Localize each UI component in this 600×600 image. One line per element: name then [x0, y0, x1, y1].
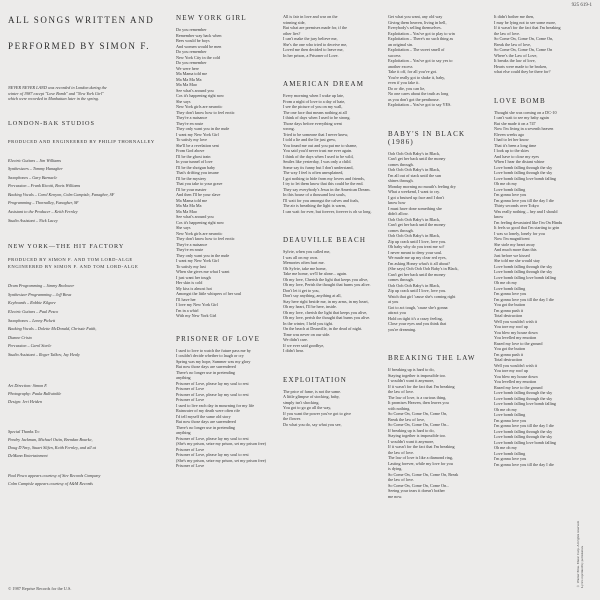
lyrics-breaking-the-law: If breaking up is hard to do, Staying together is impossible too. I wouldn't want it anymore, If it wasn't for the fact that I'm breaking the law of love. The law of love, is a curious thing, It promises Heaven, then leaves you with nothing. So Come On, Come On, Come On, Break the law of love, So Come On, Come On, Come On... If breaking up is hard to do, Staying together is impossible too. I wouldn't want it anymore, If it wasn't for the fact that I'm breaking the law of love. The law of love is like a diamond ring, Lasting forever, while my love for you is dying. So Come On, Come On, Come On, Break the law of love. So Come On, Come On, Come On... Seeing your tears it doesn't bother me now. [388, 367, 459, 499]
song-title-deauville-beach: DEAUVILLE BEACH [283, 236, 367, 244]
newyork-engineer: ENGINEERED BY SIMON F. AND TOM LORD-ALGE [8, 264, 139, 270]
art-credits: Art Direction: Simon F. Photography: Paula Bullwinkle Design: Jeri Heiden [8, 382, 62, 404]
song-title-exploitation: EXPLOITATION [283, 375, 347, 384]
lyrics-babys-in-black: Ooh Ooh Ooh Baby's in Black, Can't get her back until the money comes through. Ooh Ooh Ooh Baby's in Black, I'm all out of stack until the sun shines through. Monday morning no mouth's feeling dry What a weekend, I want to cry. I got a bruised up face and I don't know how I must have done something she didn't allow. Ooh Ooh Ooh Baby's in Black, Can't get her back until the money comes through. Ooh Ooh Ooh Baby's in Black, Zip up crack until I love, love you. Oh baby why do you treat me so? I never meant to deny your soul. We made me up my clear red eyes, I'm asking Honey what's it all about? (She says) Ooh Ooh Ooh Baby's in Black, Can't get her back until the money comes through. Ooh Ooh Ooh Baby's in Black, Zip up crack until I love, love you. Watch that girl 'cause she's coming right at you Got to act tough, 'cause she's gonna attract you Hold on tight it's a crazy feeling, Close your eyes and you think that you're dreaming. [388, 150, 459, 332]
legal-text: ® Warner Bros. Music Corp. All rights reserved. Lyrics reprinted by permission. [576, 520, 584, 588]
lyrics-deauville-beach: Sylvie, when you called me, I was all on my own. Memories often hurt me. Oh Sylvie, take me home, Take me home, we'll be alone... again. Oh my love, Cherish the light that keeps you alive, Oh my love, Perish the thought that burns you alive. Don't let it get to you, Don't say anything, anything at all, Stay here right beside me, in my arms, in my heart, Oh my heart, I'll be here, inside. Oh my love, cherish the light that keeps you alive, Oh my love, perish the thought that burns you alive. In the winter, I held you tight. On the beach at Deauville, in the dead of night. Time was never on our side. We didn't care. If we ever said goodbye, I didn't hear. [283, 249, 371, 353]
lyrics-prisoner-of-love: I used to love to watch the future pass me by I couldn't decide whether to laugh or cry Spring was my hope, Summer was my glory But now those days are surrendered There's no longer use in pretending anything Prisoner of Love, please lay my soul to rest Prisoner of Love Prisoner of Love, please lay my soul to rest Prisoner of Love I used to live each day in mourning for my life Rainwater of my death were often rife I'd tell myself the same old story But now those days are surrendered There's no longer use in pretending anything Prisoner of Love, please lay my soul to rest (She's my prison, seize my prison, set my prison free) Prisoner of Love Prisoner of Love, please lay my soul to rest (She's my prison, seize my prison, set my prison free) Prisoner of Love [176, 347, 266, 468]
album-title-line-1: ALL SONGS WRITTEN AND [8, 15, 155, 25]
lyrics-column-3 [283, 14, 383, 427]
lyrics-new-york-girl: Do you remember Remember way back when Bees would be boys And women would be men Do you remember New York City in the cold Do you remember We were here Ma Mama told me Ma Ma Ma Ma Ma Ma Mao See what's around you Cos it's happening right now She says New York girls are neurotic They don't know how to feel erotic They're a nuisance They're en route They only want you in the nude I want my New York Girl To satisfy my love She'll be a revelation sent From God above I'll be the ghost train In your tunnel of love I'll be the shotgun baby That's drifting you insane I'll be the mystery That you take to your grave I'll be your master And then I'll be your slave Ma Mama told me Ma Ma Ma Ma Ma Ma Mao See what's around you Cos it's happening right now She says New York girls are neurotic They don't know how to feel erotic They're a nuisance They're en route They only want you in the nude I want my New York Girl To satisfy my lust When she gives me what I want I just want her tough Her skin is cold My kiss is almost hot Amongst the little whispers of her soul I'll have her I love my New York Girl I'm in a whirl With my New York Girl [176, 27, 242, 318]
newyork-studio-heading: NEW YORK—THE HIT FACTORY [8, 243, 125, 251]
song-title-breaking-the-law: BREAKING THE LAW [388, 354, 476, 362]
catalog-number: 925 619-1 [571, 3, 592, 8]
legal-notice [576, 520, 596, 588]
lyrics-prisoner-of-love-cont: All is fair in love and war on the winning side, But what are premises made for, if the other lies? I can't make the jury believe me, She's the one who tried to deceive me, Loved me then decided to leave me, In her prison, a Prisoner of Love. [283, 14, 348, 58]
courtesy-notes: Paul Pesco appears courtesy of Sire Records Company Colm Campisle appears courtesy of A&M Records [8, 472, 101, 486]
song-title-american-dream: AMERICAN DREAM [283, 80, 365, 88]
song-title-prisoner-of-love: PRISONER OF LOVE [176, 334, 261, 343]
newyork-producer: PRODUCED BY SIMON F. AND TOM LORD-ALGE [8, 257, 133, 263]
song-title-love-bomb: LOVE BOMB [494, 96, 546, 105]
lyrics-exploitation-cont: Get what you want, any old way Giving them heaven, living in hell, Everybody's selling themselves. Exploitation – You've got to play to win Exploitation – There's no such thing as an original sin. Exploitation – The sweet smell of success Exploitation – You've got to say yes to another excess Take it off, for all you've got. You're really got to shake it, baby, even if you fake it. Do or die, you can lie, No one cares about the truth as long as you don't got the penthouse. Exploitation – You've got to say YES. [388, 14, 455, 107]
lyrics-exploitation: The price of fame, is not the same. A little glimpse of stocking, baby, simply isn't shocking. You got to go go all the way, If you want the power you've got to give the flower. Do what you do, say what you see, [283, 388, 351, 427]
credits-column [8, 0, 158, 488]
copyright: © 1987 Reprise Records for the U.S. [8, 586, 72, 591]
lyrics-column-4 [388, 14, 488, 499]
song-title-babys-in-black: BABY'S IN BLACK (1986) [388, 129, 466, 146]
lyrics-american-dream: Every morning when I wake up late, From a night of love to a day of hate, I see the picture of you on my wall, The one face that means nothing at all I think of days when I used to be strong. Those days before everything went wrong. Tried to be someone that I never knew, I told a lie and the lie just grew, You found me out and you put me to shame, You said you'd never trust me ever again. I think of the days when I used to be wild, Smiles like yesterday, I was only a child. Some say its funny but I don't understand, The way I feel is often unexplained, I got nothing to hide from my lovers and friends, I try to let them know that this could be the end. They say everybody's Jesus in the American Dream. In this house of a thousand lost souls, I'll wait for you amongst the calves and foals, The air is breathing the light is warm, I can wait for ever, but forever, forever is oh so long. [283, 93, 372, 214]
special-thanks: Special Thanks To: Pendry Jackman, Michael Ostin, Brendan Bourke, Doug D'Arcy, Stuart Slifen, Keith Fernley, and all at DeMann Entertainment [8, 428, 96, 458]
london-producer: PRODUCED AND ENGINEERED BY PHILIP THORNALLEY [8, 138, 155, 144]
lyrics-column-2 [176, 14, 276, 469]
recording-intro: NEVER NEVER LAND was recorded in London during the winter of 1987 except "Love Bomb" and "New York Girl" which were recorded in Manhattan later in the spring. [8, 85, 107, 101]
london-studio-heading: LONDON-BAK STUDIOS [8, 119, 95, 127]
lyrics-love-bomb: Thought she was coming on a DC-10 I can't wait to see my baby again But she made it on a 747 Now I'm living in a seventh heaven Eleven weeks ago I had to let her know That it's been a long time I look up to the skies And have to close my eyes When I hear the distant whine Love bomb falling through the sky Love bomb falling through the sky Love bomb falling love bomb falling Oh me oh my Love bomb falling I'm gonna love you I'm gonna love you till the day I die Thirty seconds over Tokyo Was really nothing – hey and I should know I'm feeling devastated like I'm On Hindu It feels so good that I'm starting to grin I was so lonely, lonely for you Now I'm magnificent She stole my heart away And much more than this Just before we kissed She told me she would stay Love bomb falling through the sky Love bomb falling through the sky Love bomb falling love bomb falling Oh me oh my Love bomb falling I'm gonna love you I'm gonna love you till the day I die You got the button I'm gonna push it Total destruction Well you wouldn't wish it You tore my roof up You blew my house down You levelled my emotion Razed my love to the ground You got the button I'm gonna push it Total destruction Well you wouldn't wish it You tore my roof up You blew my house down You levelled my emotion Razed my love to the ground Love bomb falling through the sky Love bomb falling through the sky Love bomb falling love bomb falling Oh me oh my Love bomb falling I'm gonna love you I'm gonna love you till the day I die Love bomb falling through the sky Love bomb falling through the sky Love bomb falling love bomb falling Oh me oh my Love bomb falling I'm gonna love you I'm gonna love you till the day I die [494, 109, 563, 467]
lyrics-column-5 [494, 14, 590, 467]
newyork-credits: Drum Programming – Jimmy Bralower Synthesizer Programming – Jeff Bova Keyboards – Robbie Kilgore Electric Guitars – Paul Pesco Saxophones – Lenny Pickett Backing Vocals – Dolette McDonald, Chrissie Faith, Dianne Cristo Percussion – Carol Steele Studio Assistant – Roger Talkov, Jay Healy [8, 283, 97, 357]
london-credits: Electric Guitars – Jim Williams Synthesizers – Tommy Hanagher Saxophones – Gary Barnacle Percussion – Frank Ricotti, Bovis Williams Backing Vocals – Carol Kenyon, Colm Campisle, Fanagher, SF Programming – Thornalley, Fanagher, SF Assistant to the Producer – Keith Fernley Studio Assistant – Nick Lacey [8, 157, 115, 223]
song-title-new-york-girl: NEW YORK GIRL [176, 14, 247, 22]
lyrics-breaking-the-law-cont: It didn't bother me then, I may be lying not to see some more, If it wasn't for the fact that I'm breaking the law of love. So Come On, Come On, Come On, Break the law of love, So Come On, Come On, Come On Where's the Law of Love, It breaks the law of love, Hearts were made to be broken, what else could they be there for? [494, 14, 561, 74]
album-title-line-2: PERFORMED BY SIMON F. [8, 41, 151, 51]
